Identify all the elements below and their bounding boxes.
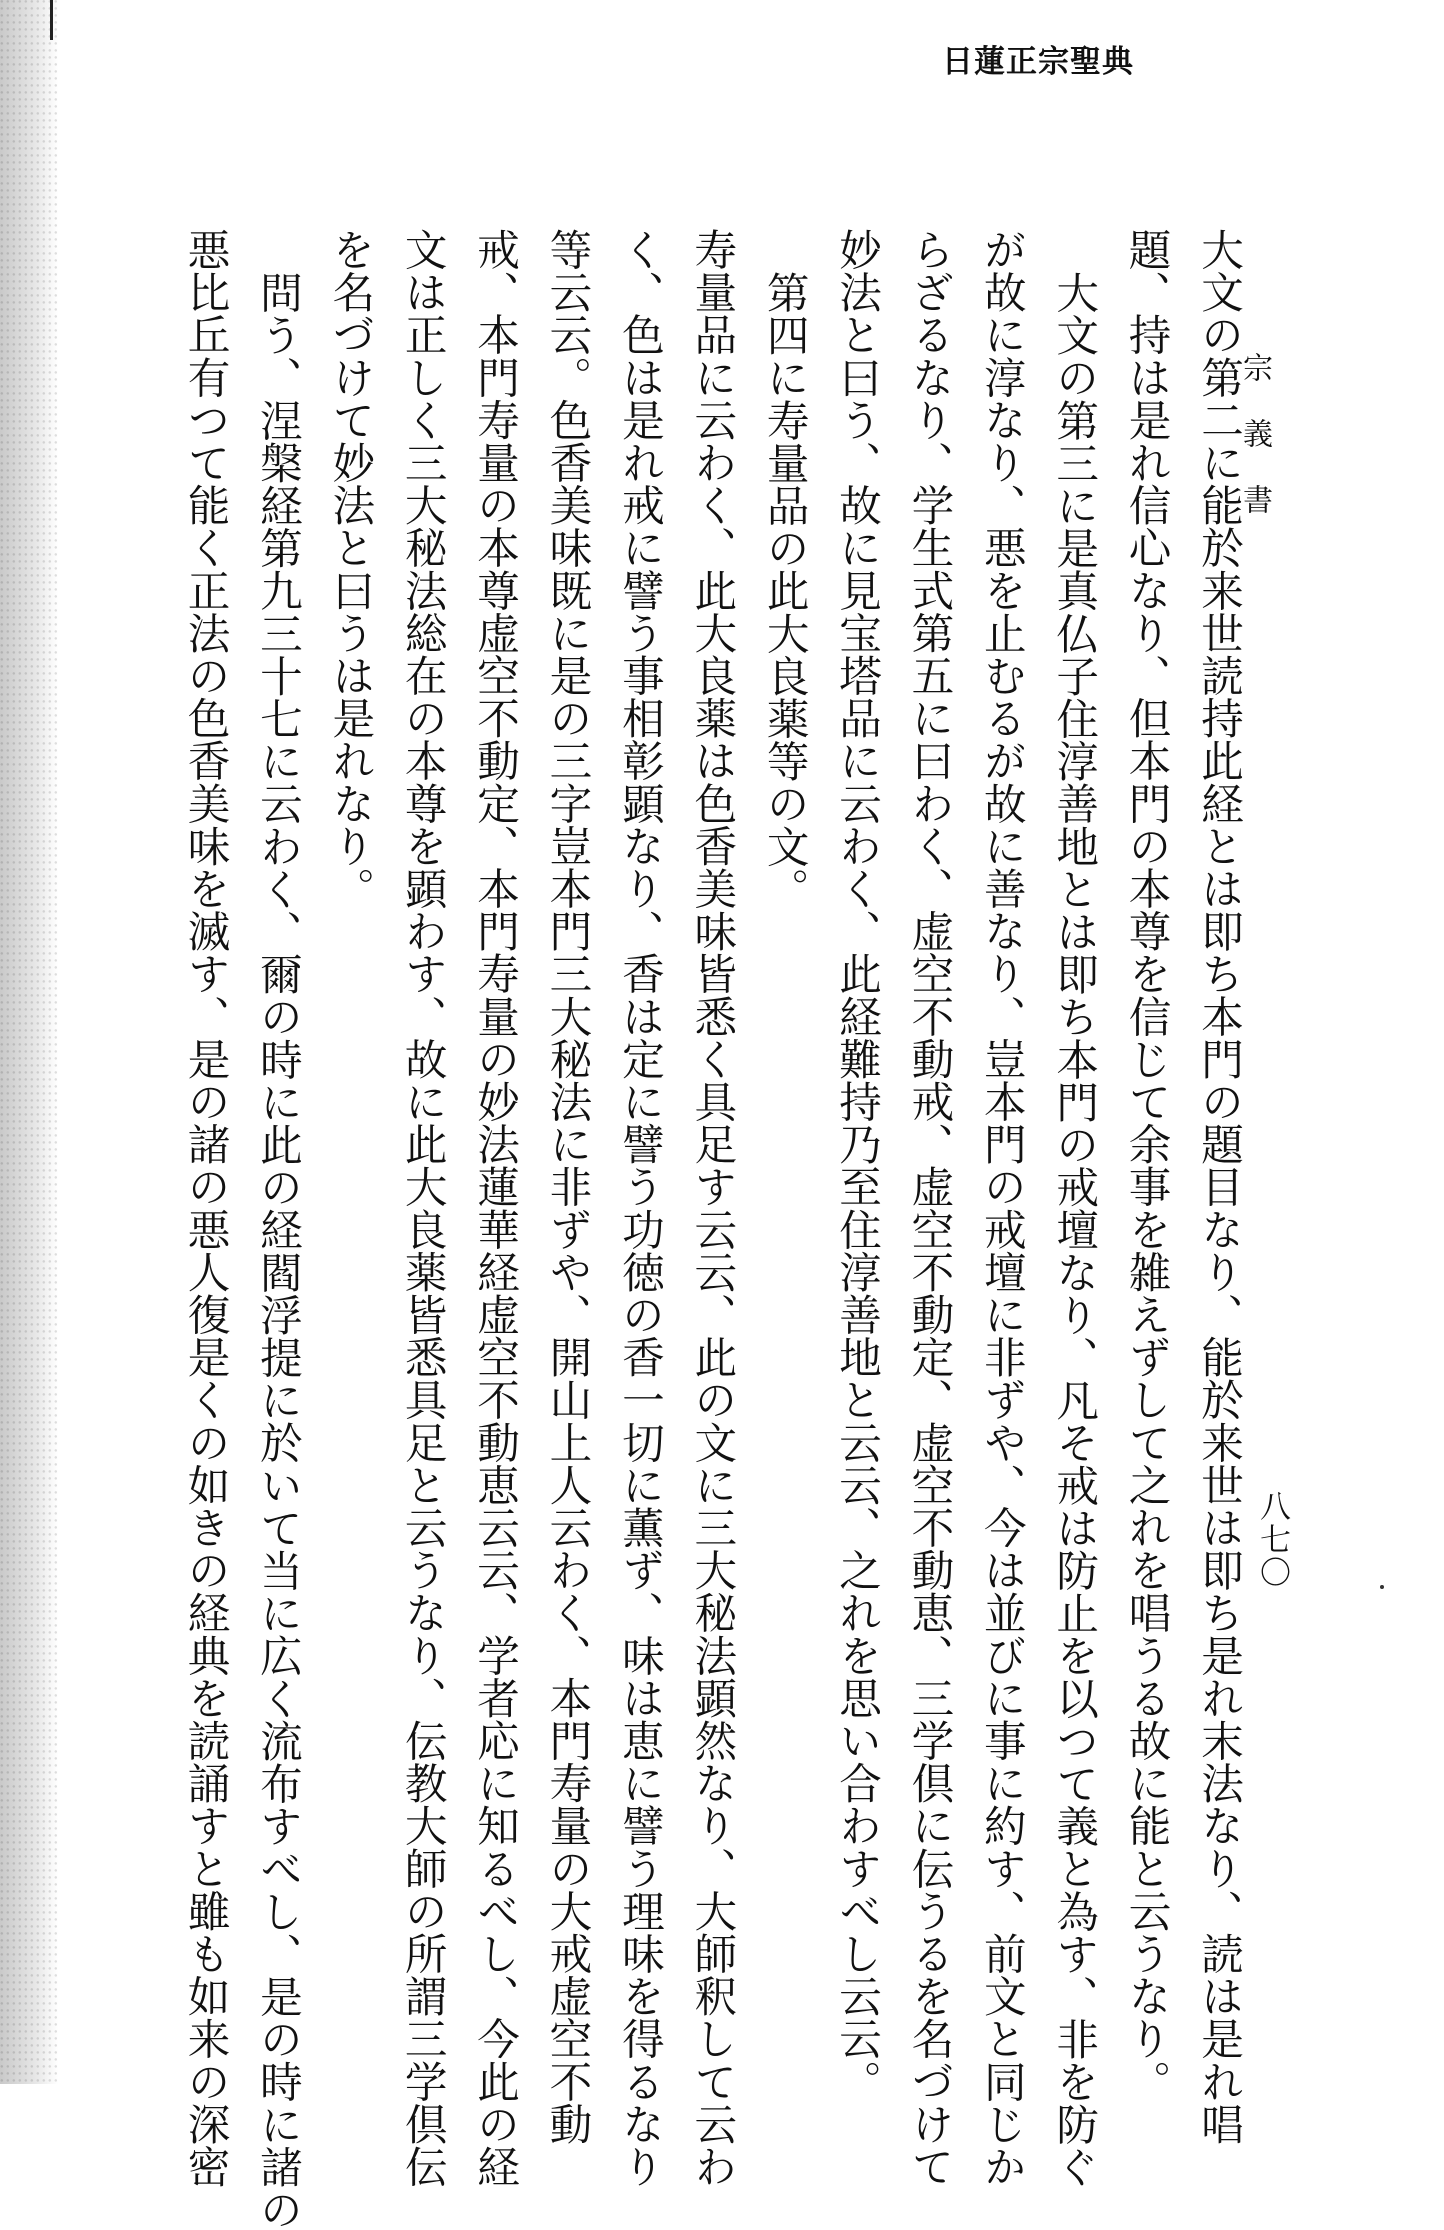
text-column: 大文の第二に能於来世読持此経とは即ち本門の題目なり、能於来世は即ち是れ末法なり、読は是れ唱 [1194,228,1244,2145]
ink-speck [1380,1585,1384,1589]
text-column: 文は正しく三大秘法総在の本尊を顕わす、故に此大良薬皆悉具足と云うなり、伝教大師の所謂三学倶伝 [397,228,448,2188]
text-column: 戒、本門寿量の本尊虚空不動定、本門寿量の妙法蓮華経虚空不動恵云云、学者応に知るべし、今此の経 [470,228,521,2188]
text-column: 寿量品に云わく、此大良薬は色香美味皆悉く具足す云云、此の文に三大秘法顕然なり、大師釈して云わ [687,228,738,2188]
body-text [150,228,1244,2230]
text-column: らざるなり、学生式第五に曰わく、虚空不動戒、虚空不動定、虚空不動恵、三学倶に伝うるを名づけて [904,228,955,2188]
page-number: 八七〇 [1254,1490,1290,1589]
text-column: 第四に寿量品の此大良薬等の文。 [759,270,810,910]
text-column: 大文の第三に是真仏子住淳善地とは即ち本門の戒壇なり、凡そ戒は防止を以つて義と為す、非を防ぐ [1049,270,1100,2188]
text-column: 問う、涅槃経第九三十七に云わく、爾の時に此の経閻浮提に於いて当に広く流布すべし、是の時に諸の [252,270,303,2230]
running-header-book-title: 日蓮正宗聖典 [942,44,1134,80]
text-column: 等云云。色香美味既に是の三字豈本門三大秘法に非ずや、開山上人云わく、本門寿量の大戒虚空不動 [542,228,593,2145]
text-column: が故に淳なり、悪を止むるが故に善なり、豈本門の戒壇に非ずや、今は並びに事に約す、前文と同じか [976,228,1027,2188]
text-column: 妙法と曰う、故に見宝塔品に云わく、此経難持乃至住淳善地と云云、之れを思い合わすべし云云。 [832,228,883,2103]
book-binding-edge [0,0,58,2084]
text-column: 題、持は是れ信心なり、但本門の本尊を信じて余事を雑えずして之れを唱うる故に能と云うなり。 [1121,228,1172,2103]
text-column: く、色は是れ戒に譬う事相彰顕なり、香は定に譬う功徳の香一切に薫ず、味は恵に譬う理味を得るなり [614,228,665,2188]
text-column: 悪比丘有つて能く正法の色香美味を滅す、是の諸の悪人復是くの如きの経典を読誦すと雖も如来の深密 [180,228,231,2188]
running-header-section-title: 宗義書 [1237,352,1272,550]
binding-spine-line [50,0,53,40]
text-column: を名づけて妙法と曰うは是れなり。 [325,228,376,910]
